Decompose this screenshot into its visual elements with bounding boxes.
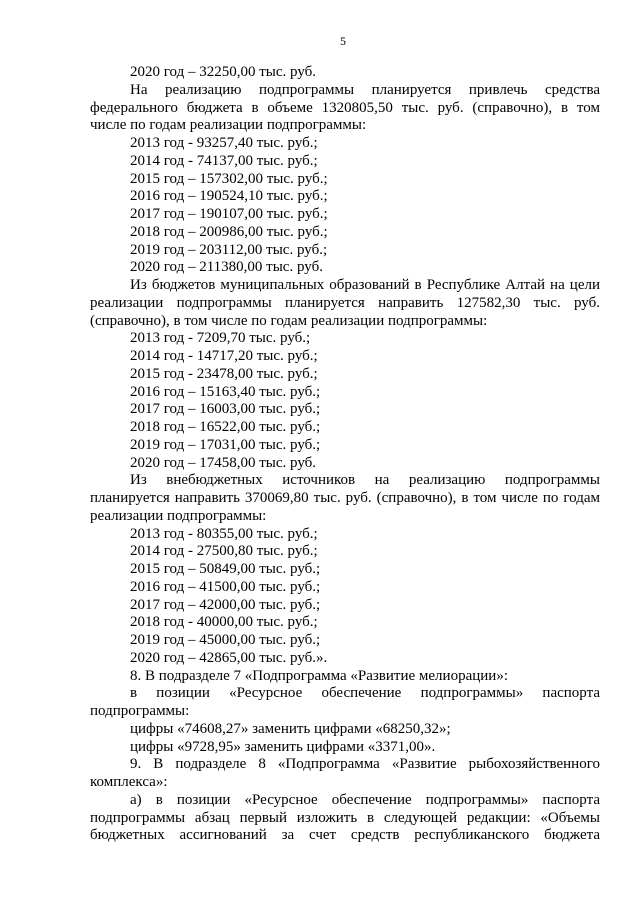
paragraph-first-line: Из бюджетов муниципальных образований в Республике Алтай на цели: [130, 277, 600, 293]
list-item: 2016 год – 15163,40 тыс. руб.;: [130, 383, 321, 400]
list-item: 2013 год - 93257,40 тыс. руб.;: [130, 135, 318, 151]
list-item: 2015 год - 23478,00 тыс. руб.;: [130, 365, 318, 382]
list-item: 2020 год – 42865,00 тыс. руб.».: [130, 649, 328, 666]
section-item-8: 8. В подразделе 7 «Подпрограмма «Развитие мелиорации»:: [130, 667, 508, 684]
paragraph-first-line: а) в позиции «Ресурсное обеспечение подпрограммы» паспорта: [130, 791, 600, 808]
list-item: 2020 год – 17458,00 тыс. руб.: [130, 454, 317, 471]
list-item: 2015 год – 50849,00 тыс. руб.;: [130, 561, 321, 577]
text-line: комплекса»:: [90, 774, 168, 790]
page-number: 5: [340, 34, 346, 48]
list-item: 2019 год – 17031,00 тыс. руб.;: [130, 436, 321, 453]
list-item: 2018 год – 200986,00 тыс. руб.;: [130, 223, 328, 240]
list-item: 2014 год - 27500,80 тыс. руб.;: [130, 543, 318, 560]
text-line: планируется направить 370069,80 тыс. руб. (справочно), в том числе по годам: [90, 490, 600, 506]
list-item: 2018 год - 40000,00 тыс. руб.;: [130, 614, 318, 631]
list-item: 2018 год – 16522,00 тыс. руб.;: [130, 419, 321, 435]
list-item: цифры «74608,27» заменить цифрами «68250,32»;: [130, 720, 451, 737]
list-item: 2013 год - 80355,00 тыс. руб.;: [130, 525, 318, 542]
paragraph-first-line: На реализацию подпрограммы планируется привлечь средства: [130, 81, 600, 98]
list-item: 2013 год - 7209,70 тыс. руб.;: [130, 330, 311, 347]
text-line: бюджетных ассигнований за счет средств республиканского бюджета: [90, 827, 600, 844]
list-item: 2015 год – 157302,00 тыс. руб.;: [130, 170, 328, 187]
text-line: числе по годам реализации подпрограммы:: [90, 117, 367, 134]
list-item: 2016 год – 190524,10 тыс. руб.;: [130, 188, 328, 205]
document-body: [90, 64, 600, 845]
list-item: 2019 год – 45000,00 тыс. руб.;: [130, 632, 321, 648]
text-line: федерального бюджета в объеме 1320805,50 тыс. руб. (справочно), в том: [90, 99, 600, 116]
text-line: реализации подпрограммы:: [90, 507, 267, 524]
list-item: 2017 год – 190107,00 тыс. руб.;: [130, 206, 328, 222]
text-line: подпрограммы:: [90, 703, 190, 719]
list-item: 2016 год – 41500,00 тыс. руб.;: [130, 578, 321, 595]
text-line: (справочно), в том числе по годам реализации подпрограммы:: [90, 312, 488, 329]
paragraph-first-line: в позиции «Ресурсное обеспечение подпрограммы» паспорта: [130, 685, 600, 702]
text-line: реализации подпрограммы планируется направить 127582,30 тыс. руб.: [90, 294, 600, 311]
list-item: 2020 год – 211380,00 тыс. руб.: [130, 259, 323, 276]
section-item-9: 9. В подразделе 8 «Подпрограмма «Развитие рыбохозяйственного: [130, 756, 600, 773]
text-line: подпрограммы абзац первый изложить в следующей редакции: «Объемы: [90, 809, 600, 826]
list-item: 2014 год - 14717,20 тыс. руб.;: [130, 348, 318, 364]
list-item: 2017 год – 42000,00 тыс. руб.;: [130, 596, 321, 613]
list-item: 2014 год - 74137,00 тыс. руб.;: [130, 152, 318, 169]
paragraph-first-line: Из внебюджетных источников на реализацию подпрограммы: [130, 472, 600, 489]
text-line: 2020 год – 32250,00 тыс. руб.: [130, 64, 317, 80]
list-item: 2019 год – 203112,00 тыс. руб.;: [130, 241, 328, 258]
list-item: цифры «9728,95» заменить цифрами «3371,00».: [130, 738, 436, 755]
list-item: 2017 год – 16003,00 тыс. руб.;: [130, 401, 321, 418]
